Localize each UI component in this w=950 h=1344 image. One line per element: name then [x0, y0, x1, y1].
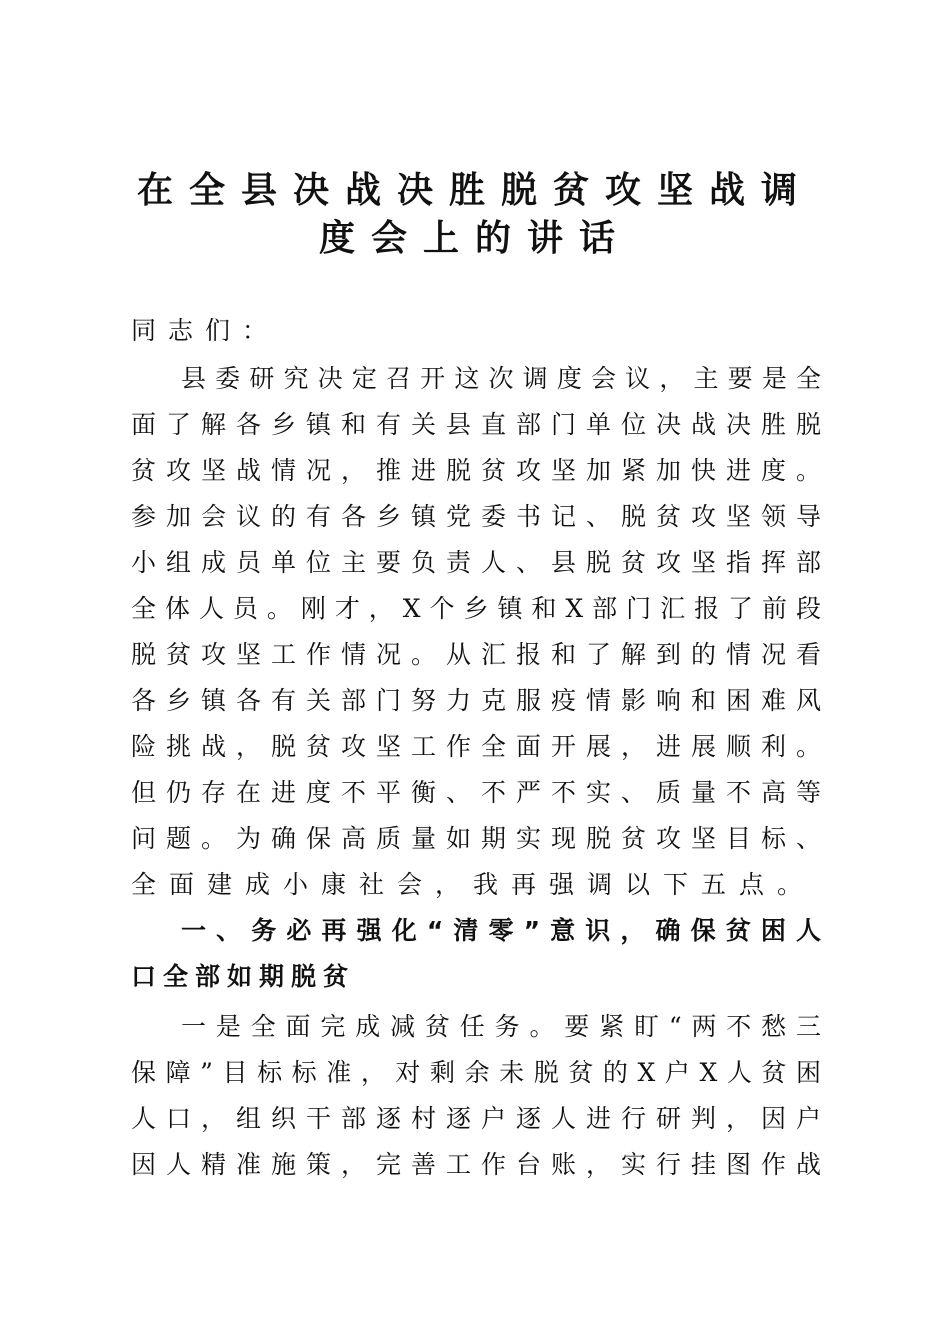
paragraph-1-line: 小组成员单位主要负责人、县脱贫攻坚指挥部 — [131, 548, 821, 577]
paragraph-2-line: 因人精准施策，完善工作台账，实行挂图作战 — [131, 1150, 821, 1179]
document-title-line-2: 度会上的讲话 — [318, 217, 631, 259]
paragraph-1-line: 险挑战，脱贫攻坚工作全面开展，进展顺利。 — [131, 732, 821, 761]
paragraph-1-line: 参加会议的有各乡镇党委书记、脱贫攻坚领导 — [131, 502, 821, 531]
paragraph-2-line: 人口，组织干部逐村逐户逐人进行研判，因户 — [131, 1104, 821, 1133]
paragraph-1-line: 全面建成小康社会，我再强调以下五点。 — [131, 870, 816, 899]
paragraph-1-line: 县委研究决定召开这次调度会议，主要是全 — [181, 364, 821, 393]
paragraph-1-line: 面了解各乡镇和有关县直部门单位决战决胜脱 — [131, 410, 821, 439]
paragraph-1-line: 各乡镇各有关部门努力克服疫情影响和困难风 — [131, 686, 821, 715]
paragraph-1-line: 问题。为确保高质量如期实现脱贫攻坚目标、 — [131, 824, 821, 853]
paragraph-2-line: 保障”目标标准，对剩余未脱贫的X户X人贫困 — [131, 1058, 821, 1087]
paragraph-1-line: 贫攻坚战情况，推进脱贫攻坚加紧加快进度。 — [131, 456, 821, 485]
section-heading-1-cont: 口全部如期脱贫 — [131, 962, 356, 991]
paragraph-1-line: 全体人员。刚才，X个乡镇和X部门汇报了前段 — [131, 594, 821, 623]
section-heading-1: 一、务必再强化“清零”意识，确保贫困人 — [181, 916, 821, 945]
document-title-line-1: 在全县决战决胜脱贫攻坚战调 — [136, 169, 813, 211]
paragraph-1-line: 但仍存在进度不平衡、不严不实、质量不高等 — [131, 778, 821, 807]
paragraph-2-line: 一是全面完成减贫任务。要紧盯“两不愁三 — [181, 1012, 821, 1041]
paragraph-1-line: 脱贫攻坚工作情况。从汇报和了解到的情况看 — [131, 640, 821, 669]
salutation: 同志们： — [131, 316, 280, 345]
